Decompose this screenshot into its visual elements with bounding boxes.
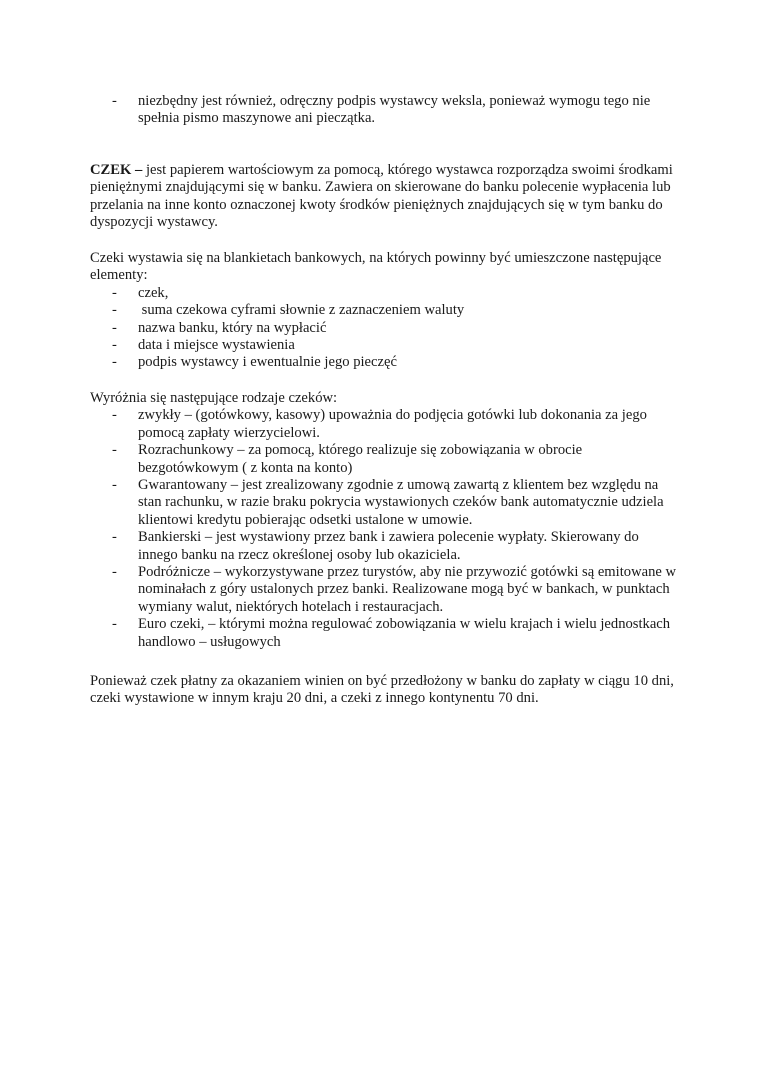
list-item: - podpis wystawcy i ewentualnie jego pieczęć — [90, 354, 680, 371]
czek-definition-paragraph — [90, 162, 680, 232]
list-item: - nazwa banku, który na wypłacić — [90, 320, 680, 337]
list-item: - Euro czeki, – którymi można regulować zobowiązania w wielu krajach i wielu jednostkach handlowo – usługowych — [90, 616, 680, 651]
list-item: - niezbędny jest również, odręczny podpis wystawcy weksla, ponieważ wymogu tego nie spełnia pismo maszynowe ani pieczątka. — [90, 93, 680, 128]
list-item: - Podróżnicze – wykorzystywane przez turystów, aby nie przywozić gotówki są emitowane w nominałach z góry ustalonych przez banki. Realizowane mogą być w bankach, w punktach wymiany walut, niektórych hotelach i restauracjach. — [90, 564, 680, 616]
top-bullet-list — [90, 93, 680, 128]
types-bullet-list — [90, 407, 680, 651]
elements-section — [90, 250, 680, 372]
czek-term: CZEK – — [90, 162, 143, 178]
elements-bullet-list — [90, 285, 680, 372]
list-item: - Bankierski – jest wystawiony przez bank i zawiera polecenie wypłaty. Skierowany do innego banku na rzecz określonej osoby lub okaziciela. — [90, 529, 680, 564]
types-intro: Wyróżnia się następujące rodzaje czeków: — [90, 390, 338, 406]
list-item: - Gwarantowany – jest zrealizowany zgodnie z umową zawartą z klientem bez względu na stan rachunku, w razie braku pokrycia wystawionych czeków bank automatycznie udziela klientowi kredytu pobierając odsetki ustalone w umowie. — [90, 477, 680, 529]
types-section — [90, 390, 680, 651]
list-item: - data i miejsce wystawienia — [90, 337, 680, 354]
top-list-section — [90, 93, 680, 128]
czek-definition-section — [90, 162, 680, 232]
closing-paragraph: Ponieważ czek płatny za okazaniem winien on być przedłożony w banku do zapłaty w ciągu 10 dni, czeki wystawione w innym kraju 20 dni, a czeki z innego kontynentu 70 dni. — [90, 673, 674, 707]
list-item: - czek, — [90, 285, 680, 302]
closing-section — [90, 673, 680, 708]
czek-definition-text: jest papierem wartościowym za pomocą, którego wystawca rozporządza swoimi środkami pieniężnymi znajdującymi się w banku. Zawiera on skierowane do banku polecenie wypłacenia lub przelania na inne konto oznaczonej kwoty środków pieniężnych znajdujących się w tym banku do dyspozycji wystawcy. — [90, 162, 673, 231]
list-item: - Rozrachunkowy – za pomocą, którego realizuje się zobowiązania w obrocie bezgotówkowym ( z konta na konto) — [90, 442, 680, 477]
elements-intro: Czeki wystawia się na blankietach bankowych, na których powinny być umieszczone następujące elementy: — [90, 250, 662, 284]
list-item: - zwykły – (gotówkowy, kasowy) upoważnia do podjęcia gotówki lub dokonania za jego pomocą zapłaty wierzycielowi. — [90, 407, 680, 442]
list-item: - suma czekowa cyframi słownie z zaznaczeniem waluty — [90, 302, 680, 319]
